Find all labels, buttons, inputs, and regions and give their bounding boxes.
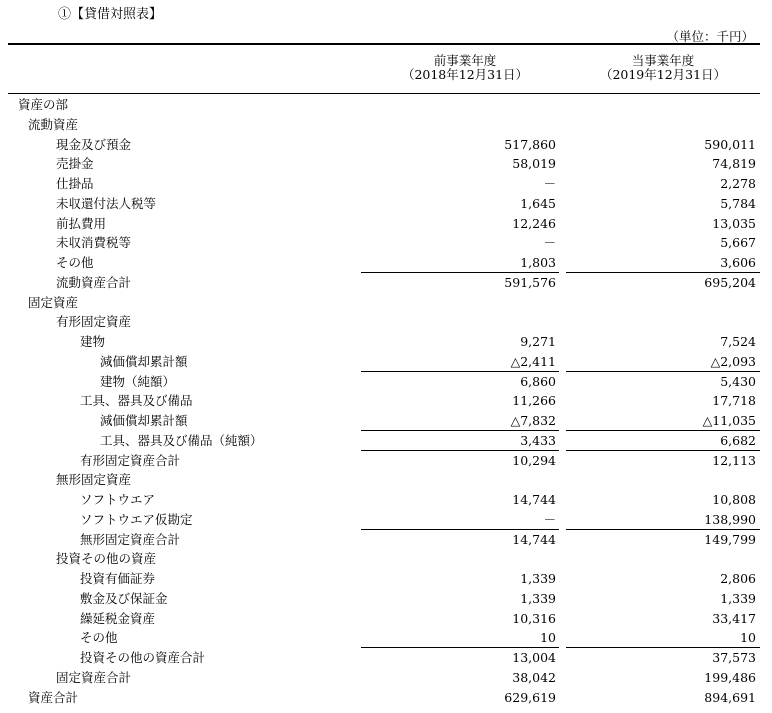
current-value: 590,011 xyxy=(704,136,756,152)
current-period-date: （2019年12月31日） xyxy=(599,67,727,82)
row-label: 工具、器具及び備品（純額） xyxy=(100,432,263,448)
table-row xyxy=(8,609,760,629)
current-value: 5,430 xyxy=(720,373,756,389)
current-value: 17,718 xyxy=(712,393,756,409)
row-label: 仕掛品 xyxy=(56,176,94,191)
subtotal-rule xyxy=(361,529,559,530)
current-value: 10 xyxy=(740,630,756,646)
table-row xyxy=(8,372,760,392)
current-value: 138,990 xyxy=(704,511,756,527)
row-label: 繰延税金資産 xyxy=(80,610,156,626)
table-body xyxy=(8,94,760,707)
prior-value: 10,316 xyxy=(512,610,556,626)
table-row xyxy=(8,510,760,530)
prior-value: 517,860 xyxy=(504,136,556,152)
current-value: 10,808 xyxy=(712,492,756,507)
prior-value: － xyxy=(543,176,556,191)
prior-period-date: （2018年12月31日） xyxy=(401,67,529,82)
page-title: ①【貸借対照表】 xyxy=(58,7,163,22)
prior-value: 11,266 xyxy=(512,393,556,409)
current-value: 12,113 xyxy=(712,452,756,468)
table-row xyxy=(8,312,760,332)
current-value: 199,486 xyxy=(704,669,756,685)
prior-value: 13,004 xyxy=(512,650,556,665)
table-row xyxy=(8,174,760,194)
row-label: 現金及び預金 xyxy=(56,136,132,152)
table-row xyxy=(8,332,760,352)
prior-value: 1,339 xyxy=(520,590,556,606)
current-value: △11,035 xyxy=(702,413,756,428)
row-label: 固定資産合計 xyxy=(56,669,132,685)
prior-value: 9,271 xyxy=(520,334,556,349)
current-value: 149,799 xyxy=(704,531,756,547)
table-row xyxy=(8,628,760,648)
row-label: 前払費用 xyxy=(56,215,107,231)
current-value: △2,093 xyxy=(710,353,756,369)
table-row xyxy=(8,194,760,214)
table-row xyxy=(8,273,760,293)
row-label: 減価償却累計額 xyxy=(100,413,188,428)
row-label: 無形固定資産合計 xyxy=(80,531,181,547)
prior-value: 3,433 xyxy=(520,432,556,448)
table-row xyxy=(8,589,760,609)
prior-value: 12,246 xyxy=(512,215,556,231)
subtotal-rule xyxy=(361,647,559,648)
prior-value: 10 xyxy=(540,630,556,646)
prior-value: 1,339 xyxy=(520,571,556,586)
row-label: その他 xyxy=(56,255,94,270)
prior-value: 6,860 xyxy=(520,373,556,389)
balance-sheet-table xyxy=(8,43,760,707)
prior-value: 14,744 xyxy=(512,531,556,547)
prior-value: 10,294 xyxy=(512,452,556,468)
table-row xyxy=(8,648,760,668)
prior-value: 1,645 xyxy=(520,195,556,211)
row-label: 流動資産 xyxy=(28,116,79,132)
table-row xyxy=(8,135,760,155)
subtotal-rule xyxy=(361,371,559,372)
current-value: 5,667 xyxy=(720,235,756,251)
current-value: 5,784 xyxy=(720,195,756,211)
current-value: 2,806 xyxy=(720,571,756,586)
current-value: 2,278 xyxy=(720,176,756,191)
prior-value: 629,619 xyxy=(504,689,556,705)
row-label: 敷金及び保証金 xyxy=(80,590,168,606)
subtotal-rule xyxy=(361,450,559,451)
table-row xyxy=(8,95,760,115)
table-row xyxy=(8,233,760,253)
current-value: 6,682 xyxy=(720,432,756,448)
row-label: 無形固定資産 xyxy=(56,472,132,488)
table-row xyxy=(8,668,760,688)
prior-period-title: 前事業年度 xyxy=(433,53,497,68)
table-row xyxy=(8,352,760,372)
prior-value: 14,744 xyxy=(512,492,556,507)
table-row xyxy=(8,451,760,471)
row-label: 未収還付法人税等 xyxy=(56,195,157,211)
subtotal-rule xyxy=(566,450,760,451)
table-row xyxy=(8,688,760,708)
row-label: 未収消費税等 xyxy=(56,235,132,251)
table-row xyxy=(8,293,760,313)
row-label: 売掛金 xyxy=(56,156,94,172)
table-row xyxy=(8,253,760,273)
row-label: 資産の部 xyxy=(18,97,69,112)
row-label: 投資その他の資産合計 xyxy=(80,650,206,665)
row-label: ソフトウエア仮勘定 xyxy=(80,511,193,527)
subtotal-rule xyxy=(566,272,760,273)
row-label: 投資その他の資産 xyxy=(56,551,157,567)
current-value: 7,524 xyxy=(720,334,756,349)
table-row xyxy=(8,569,760,589)
prior-value: 591,576 xyxy=(504,274,556,290)
prior-value: 38,042 xyxy=(512,669,556,685)
subtotal-rule xyxy=(361,272,559,273)
table-row xyxy=(8,530,760,550)
subtotal-rule xyxy=(566,529,760,530)
prior-value: △7,832 xyxy=(510,413,556,428)
prior-value: － xyxy=(543,235,556,251)
row-label: 資産合計 xyxy=(28,689,79,705)
current-value: 3,606 xyxy=(720,255,756,270)
prior-value: 1,803 xyxy=(520,255,556,270)
subtotal-rule xyxy=(566,430,760,431)
current-period-title: 当事業年度 xyxy=(631,53,695,68)
row-label: その他 xyxy=(80,630,118,646)
subtotal-rule xyxy=(566,371,760,372)
subtotal-rule xyxy=(361,430,559,431)
row-label: 有形固定資産合計 xyxy=(80,452,181,468)
current-value: 37,573 xyxy=(712,650,756,665)
table-row xyxy=(8,411,760,431)
row-label: 減価償却累計額 xyxy=(100,353,188,369)
row-label: 投資有価証券 xyxy=(80,571,156,586)
current-value: 894,691 xyxy=(704,689,756,705)
row-label: 建物（純額） xyxy=(100,373,176,389)
row-label: 有形固定資産 xyxy=(56,314,132,330)
table-row xyxy=(8,154,760,174)
table-row xyxy=(8,470,760,490)
prior-value: 58,019 xyxy=(512,156,556,172)
table-row xyxy=(8,431,760,451)
subtotal-rule xyxy=(566,647,760,648)
current-value: 74,819 xyxy=(712,156,756,172)
current-period-header xyxy=(573,54,753,82)
row-label: 建物 xyxy=(80,334,106,349)
current-value: 33,417 xyxy=(712,610,756,626)
unit-note: （単位：千円） xyxy=(666,29,754,44)
current-value: 1,339 xyxy=(720,590,756,606)
row-label: 固定資産 xyxy=(28,294,79,310)
row-label: 工具、器具及び備品 xyxy=(80,393,193,409)
column-header xyxy=(8,45,760,94)
table-row xyxy=(8,115,760,135)
table-row xyxy=(8,391,760,411)
prior-value: △2,411 xyxy=(510,353,556,369)
current-value: 695,204 xyxy=(704,274,756,290)
row-label: ソフトウエア xyxy=(80,492,156,507)
prior-period-header xyxy=(375,54,555,82)
row-label: 流動資産合計 xyxy=(56,274,132,290)
table-row xyxy=(8,214,760,234)
prior-value: － xyxy=(543,511,556,527)
table-row xyxy=(8,549,760,569)
current-value: 13,035 xyxy=(712,215,756,231)
table-row xyxy=(8,490,760,510)
